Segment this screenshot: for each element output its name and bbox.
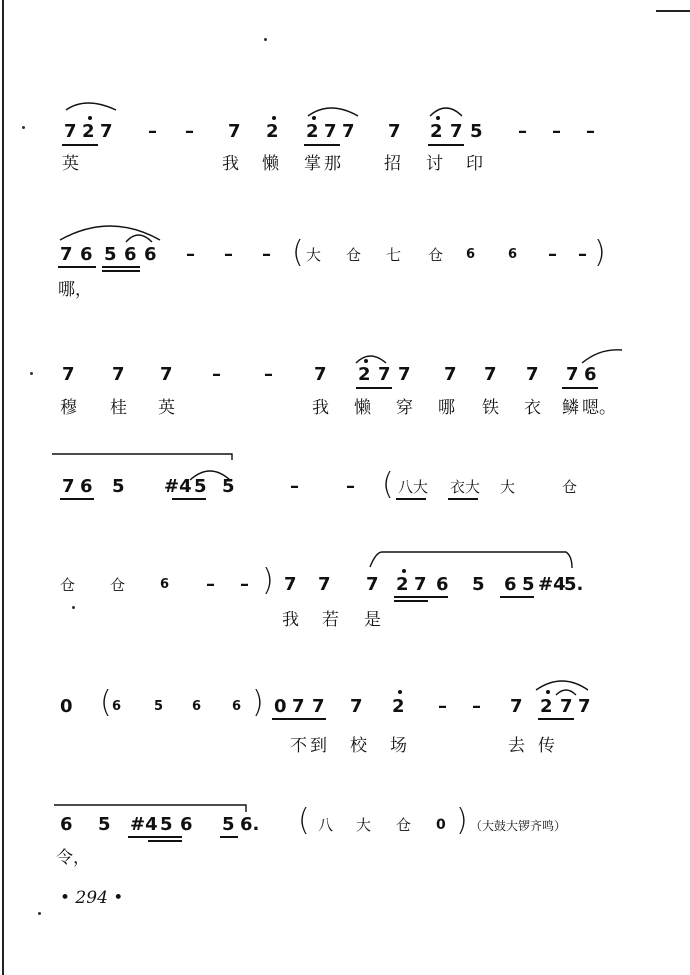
note: #4 — [538, 574, 566, 595]
note: 7 — [398, 364, 411, 385]
dash: – — [185, 121, 194, 142]
dash: – — [578, 244, 587, 265]
close-paren: ) — [456, 803, 468, 838]
underline — [220, 836, 238, 838]
slur — [356, 356, 386, 363]
dash: – — [346, 476, 355, 497]
percussion-beat: 6 — [112, 699, 122, 714]
lyric: 穿 — [396, 398, 413, 418]
note: 6 — [436, 574, 449, 595]
lyric: 到 — [310, 736, 327, 756]
percussion-beat: 6 — [160, 577, 170, 592]
percussion-syllable: 八大 — [398, 478, 429, 496]
percussion-syllable: 仓 — [428, 246, 444, 264]
slur — [556, 690, 576, 695]
lyric: 令， — [56, 848, 90, 868]
octave-dot — [402, 569, 406, 573]
tie-line — [54, 805, 246, 812]
lyric: 我 — [312, 398, 329, 418]
note: 6 — [504, 574, 517, 595]
lyric: 讨 — [426, 154, 443, 174]
slur — [582, 350, 622, 363]
underline — [356, 387, 392, 389]
close-paren: ) — [262, 563, 274, 598]
dash: – — [148, 121, 157, 142]
octave-dot — [312, 116, 316, 120]
note: 7 — [510, 696, 523, 717]
scan-speck — [22, 126, 25, 129]
underline — [304, 144, 340, 146]
note: 6 — [124, 244, 137, 265]
note: 2 — [82, 121, 95, 142]
note: 5 — [160, 814, 173, 835]
percussion-syllable: 仓 — [60, 576, 76, 594]
note: 7 — [350, 696, 363, 717]
slur — [308, 108, 358, 116]
lyric: 校 — [350, 736, 367, 756]
dash: – — [548, 244, 557, 265]
tie-line — [52, 454, 232, 460]
note: 5 — [98, 814, 111, 835]
percussion-syllable: 大 — [306, 246, 322, 264]
lyric: 我 — [282, 610, 299, 630]
open-paren: ( — [292, 235, 304, 270]
note: 2 — [392, 696, 405, 717]
slur — [536, 681, 588, 690]
note: 7 — [318, 574, 331, 595]
note: 7 — [324, 121, 337, 142]
note: 7 — [414, 574, 427, 595]
note: 7 — [444, 364, 457, 385]
lyric: 我 — [222, 154, 239, 174]
dash: – — [224, 244, 233, 265]
underline — [396, 498, 426, 500]
dash: – — [186, 244, 195, 265]
note: 0 — [274, 696, 287, 717]
underline — [128, 836, 182, 838]
percussion-beat: 6 — [232, 699, 242, 714]
note: 7 — [228, 121, 241, 142]
slur — [126, 235, 152, 242]
note: 7 — [378, 364, 391, 385]
underline — [500, 596, 534, 598]
note: 5 — [222, 476, 235, 497]
note: 5. — [564, 574, 584, 595]
note: 2 — [430, 121, 443, 142]
underline — [538, 718, 574, 720]
open-paren: ( — [298, 803, 310, 838]
lyric: 掌 — [304, 154, 321, 174]
note: 6 — [80, 476, 93, 497]
note: 7 — [450, 121, 463, 142]
slur — [370, 552, 572, 568]
lyric: 哪， — [58, 280, 92, 300]
note: 7 — [160, 364, 173, 385]
open-paren: ( — [382, 467, 394, 502]
dash: – — [290, 476, 299, 497]
note: 7 — [64, 121, 77, 142]
slur — [66, 103, 116, 110]
note: 7 — [284, 574, 297, 595]
percussion-beat: 6 — [466, 247, 476, 262]
page-number: • 294 • — [60, 888, 124, 908]
note: 5 — [470, 121, 483, 142]
note: 5 — [194, 476, 207, 497]
lyric: 铁 — [482, 398, 499, 418]
dash: – — [552, 121, 561, 142]
percussion-note: （大鼓大锣齐鸣） — [470, 819, 567, 833]
lyric: 穆 — [60, 398, 77, 418]
underline — [272, 718, 326, 720]
octave-dot — [272, 116, 276, 120]
underline — [562, 387, 598, 389]
octave-dot — [398, 690, 402, 694]
note: 7 — [62, 476, 75, 497]
scan-speck — [38, 912, 41, 915]
octave-dot — [436, 116, 440, 120]
lyric: 懒 — [354, 398, 371, 418]
note: 7 — [100, 121, 113, 142]
octave-dot — [364, 359, 368, 363]
note: 5 — [472, 574, 485, 595]
note: 7 — [366, 574, 379, 595]
lyric: 不 — [290, 736, 307, 756]
note: 2 — [396, 574, 409, 595]
lyric: 嗯。 — [582, 398, 616, 418]
underline — [448, 498, 478, 500]
percussion-beat: 0 — [436, 817, 446, 833]
percussion-syllable: 大 — [500, 478, 516, 496]
lyric: 衣 — [524, 398, 541, 418]
lyric: 是 — [364, 610, 381, 630]
octave-dot — [546, 690, 550, 694]
dash: – — [212, 364, 221, 385]
underline — [102, 266, 140, 268]
note: 6 — [180, 814, 193, 835]
note: 7 — [342, 121, 355, 142]
note: 6 — [584, 364, 597, 385]
note: #4 — [130, 814, 158, 835]
note: 5 — [522, 574, 535, 595]
lyric: 英 — [158, 398, 175, 418]
octave-dot — [88, 116, 92, 120]
dash: – — [586, 121, 595, 142]
lyric: 去 — [508, 736, 525, 756]
underline — [428, 144, 464, 146]
note: 7 — [60, 244, 73, 265]
scan-speck — [30, 372, 33, 375]
dash: – — [264, 364, 273, 385]
note: 6. — [240, 814, 260, 835]
lyric: 哪 — [438, 398, 455, 418]
lyric: 桂 — [110, 398, 127, 418]
percussion-syllable: 衣大 — [450, 478, 481, 496]
percussion-syllable: 仓 — [346, 246, 362, 264]
percussion-syllable: 七 — [386, 246, 402, 264]
lyric: 传 — [538, 736, 555, 756]
note: 7 — [388, 121, 401, 142]
note: 7 — [62, 364, 75, 385]
note: 0 — [60, 696, 73, 717]
lyric: 那 — [324, 154, 341, 174]
note: 5 — [104, 244, 117, 265]
underline — [58, 266, 96, 268]
dash: – — [438, 696, 447, 717]
note: 7 — [484, 364, 497, 385]
percussion-syllable: 仓 — [110, 576, 126, 594]
underline — [62, 144, 98, 146]
percussion-beat: 5 — [154, 699, 164, 714]
note: 7 — [560, 696, 573, 717]
underline — [394, 600, 428, 602]
note: #4 — [164, 476, 192, 497]
note: 5 — [112, 476, 125, 497]
note: 6 — [60, 814, 73, 835]
note: 6 — [144, 244, 157, 265]
close-paren: ) — [594, 235, 606, 270]
dash: – — [472, 696, 481, 717]
percussion-syllable: 八 — [318, 816, 334, 834]
note: 2 — [358, 364, 371, 385]
slur — [430, 108, 462, 116]
lyric: 印 — [466, 154, 483, 174]
scan-speck — [72, 606, 75, 609]
dash: – — [262, 244, 271, 265]
underline — [148, 840, 182, 842]
underline — [394, 596, 448, 598]
lyric: 若 — [322, 610, 339, 630]
note: 7 — [526, 364, 539, 385]
lyric: 场 — [390, 736, 407, 756]
underline — [60, 498, 94, 500]
lyric: 鳞 — [562, 398, 579, 418]
open-paren: ( — [100, 685, 112, 720]
underline — [172, 498, 206, 500]
percussion-beat: 6 — [192, 699, 202, 714]
note: 7 — [292, 696, 305, 717]
note: 7 — [312, 696, 325, 717]
note: 7 — [314, 364, 327, 385]
dash: – — [240, 574, 249, 595]
dash: – — [518, 121, 527, 142]
slur — [60, 226, 160, 240]
note: 7 — [566, 364, 579, 385]
underline — [102, 270, 140, 272]
dash: – — [206, 574, 215, 595]
note: 5 — [222, 814, 235, 835]
percussion-syllable: 大 — [356, 816, 372, 834]
percussion-syllable: 仓 — [396, 816, 412, 834]
note: 2 — [540, 696, 553, 717]
percussion-beat: 6 — [508, 247, 518, 262]
scan-speck — [264, 38, 267, 41]
note: 7 — [578, 696, 591, 717]
note: 7 — [112, 364, 125, 385]
note: 2 — [306, 121, 319, 142]
lyric: 招 — [384, 154, 401, 174]
lyric: 懒 — [262, 154, 279, 174]
note: 6 — [80, 244, 93, 265]
note: 2 — [266, 121, 279, 142]
close-paren: ) — [252, 685, 264, 720]
lyric: 英 — [62, 154, 79, 174]
percussion-syllable: 仓 — [562, 478, 578, 496]
